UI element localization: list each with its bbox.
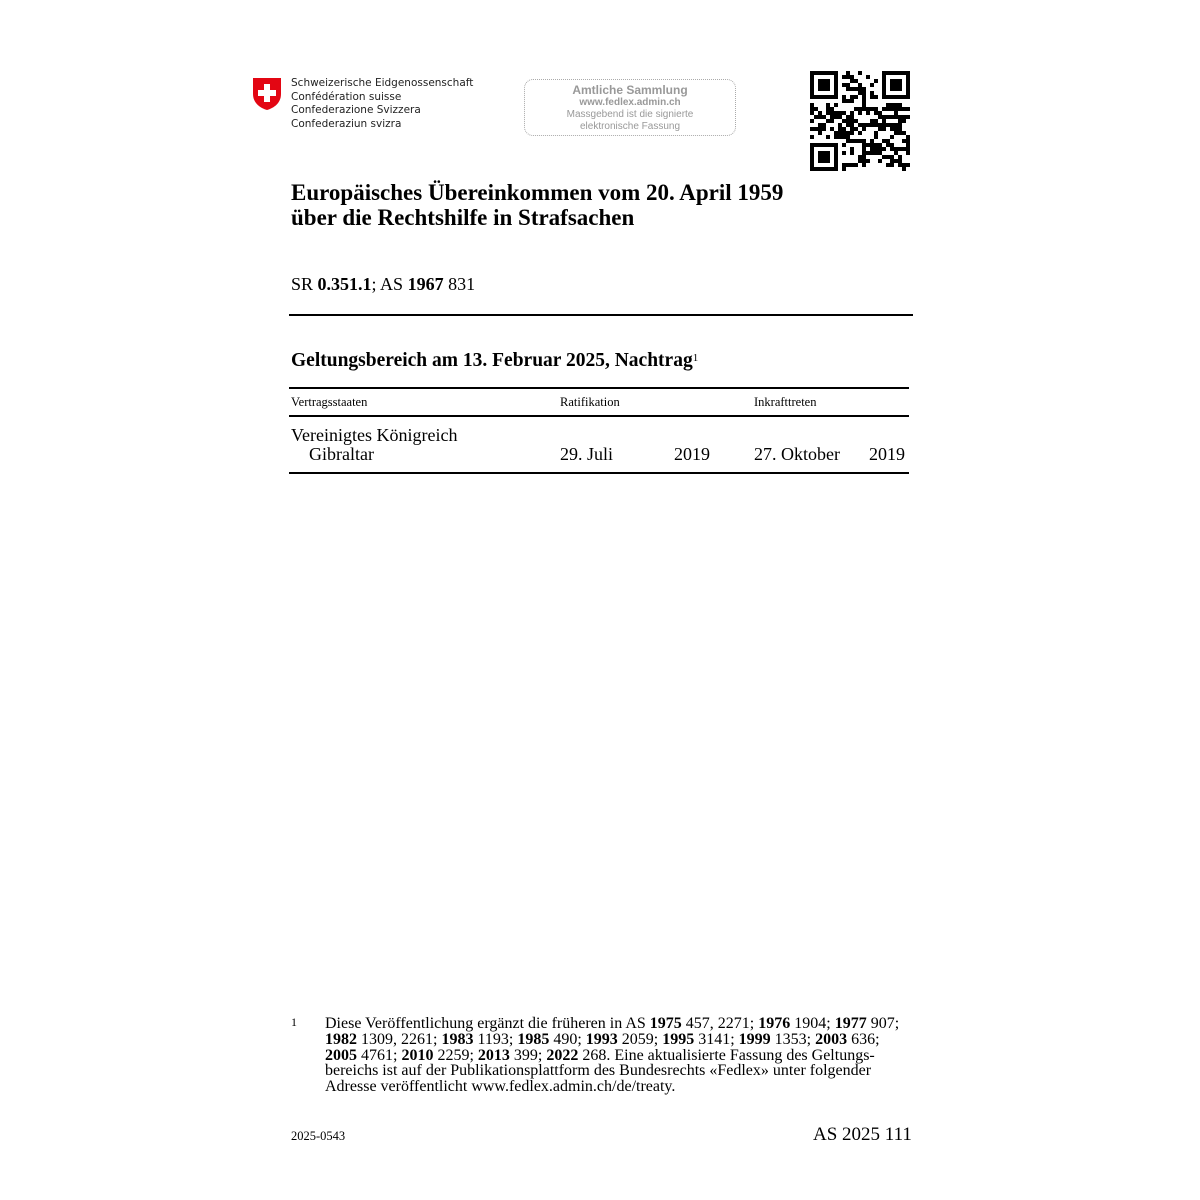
stamp-line1: Massgebend ist die signierte bbox=[566, 109, 694, 120]
federation-names bbox=[291, 77, 473, 131]
row-state-line2: Gibraltar bbox=[309, 444, 374, 464]
table-top-rule bbox=[289, 387, 909, 389]
qr-code-icon bbox=[810, 71, 910, 171]
as-number: AS 2025 111 bbox=[813, 1124, 912, 1145]
document-code: 2025-0543 bbox=[291, 1129, 346, 1143]
as-year: 1967 bbox=[407, 274, 444, 294]
sr-sep: ; AS bbox=[371, 274, 408, 294]
scope-title: Geltungsbereich am 13. Februar 2025, Nachtrag bbox=[291, 350, 693, 371]
footnote-line: bereichs ist auf der Publikationsplattform des Bundesrechts «Fedlex» unter folgender bbox=[325, 1062, 872, 1080]
footnote-ref[interactable]: 1 bbox=[692, 352, 699, 364]
sr-prefix: SR bbox=[291, 274, 318, 294]
title-line-2: über die Rechtshilfe in Strafsachen bbox=[291, 205, 635, 230]
footnote-line: Adresse veröffentlicht www.fedlex.admin.ch/de/treaty. bbox=[325, 1078, 676, 1096]
title-line-1: Europäisches Übereinkommen vom 20. April 1959 bbox=[291, 180, 784, 205]
row-ratification-date: 29. Juli bbox=[560, 444, 614, 464]
row-entry-year: 2019 bbox=[869, 444, 905, 464]
footnote-line: 1982 1309, 2261; 1983 1193; 1985 490; 1993 2059; 1995 3141; 1999 1353; 2003 636; bbox=[325, 1030, 880, 1048]
stamp-url[interactable]: www.fedlex.admin.ch bbox=[579, 97, 681, 108]
footnote-mark: 1 bbox=[291, 1015, 297, 1029]
swiss-cross-shield-icon bbox=[252, 77, 282, 111]
stamp-line2: elektronische Fassung bbox=[579, 121, 681, 132]
row-ratification-year: 2019 bbox=[674, 444, 710, 464]
federation-name-de: Schweizerische Eidgenossenschaft bbox=[291, 77, 474, 89]
header-entry: Inkrafttreten bbox=[754, 395, 817, 409]
footnote-line: Diese Veröffentlichung ergänzt die früheren in AS 1975 457, 2271; 1976 1904; 1977 907; bbox=[325, 1015, 900, 1032]
scope-heading bbox=[291, 350, 698, 372]
header-states: Vertragsstaaten bbox=[291, 395, 368, 409]
section-divider bbox=[289, 314, 913, 316]
as-page: 831 bbox=[443, 274, 476, 294]
document-title bbox=[291, 180, 783, 230]
federation-name-fr: Confédération suisse bbox=[291, 90, 402, 103]
header-ratification: Ratifikation bbox=[560, 395, 620, 409]
federation-name-it: Confederazione Svizzera bbox=[291, 104, 421, 116]
row-state-line1: Vereinigtes Königreich bbox=[291, 425, 458, 445]
row-entry-date: 27. Oktober bbox=[754, 444, 840, 464]
stamp-title: Amtliche Sammlung bbox=[572, 83, 688, 97]
sr-number: 0.351.1 bbox=[317, 274, 372, 294]
official-collection-stamp bbox=[524, 79, 736, 136]
sr-reference bbox=[291, 274, 475, 295]
footnote-line: 2005 4761; 2010 2259; 2013 399; 2022 268. Eine aktualisierte Fassung des Geltungs- bbox=[325, 1046, 875, 1064]
table-header-rule bbox=[289, 415, 909, 417]
footnote-text bbox=[325, 1016, 915, 1095]
table-bottom-rule bbox=[289, 472, 909, 474]
federation-name-rm: Confederaziun svizra bbox=[291, 117, 402, 130]
